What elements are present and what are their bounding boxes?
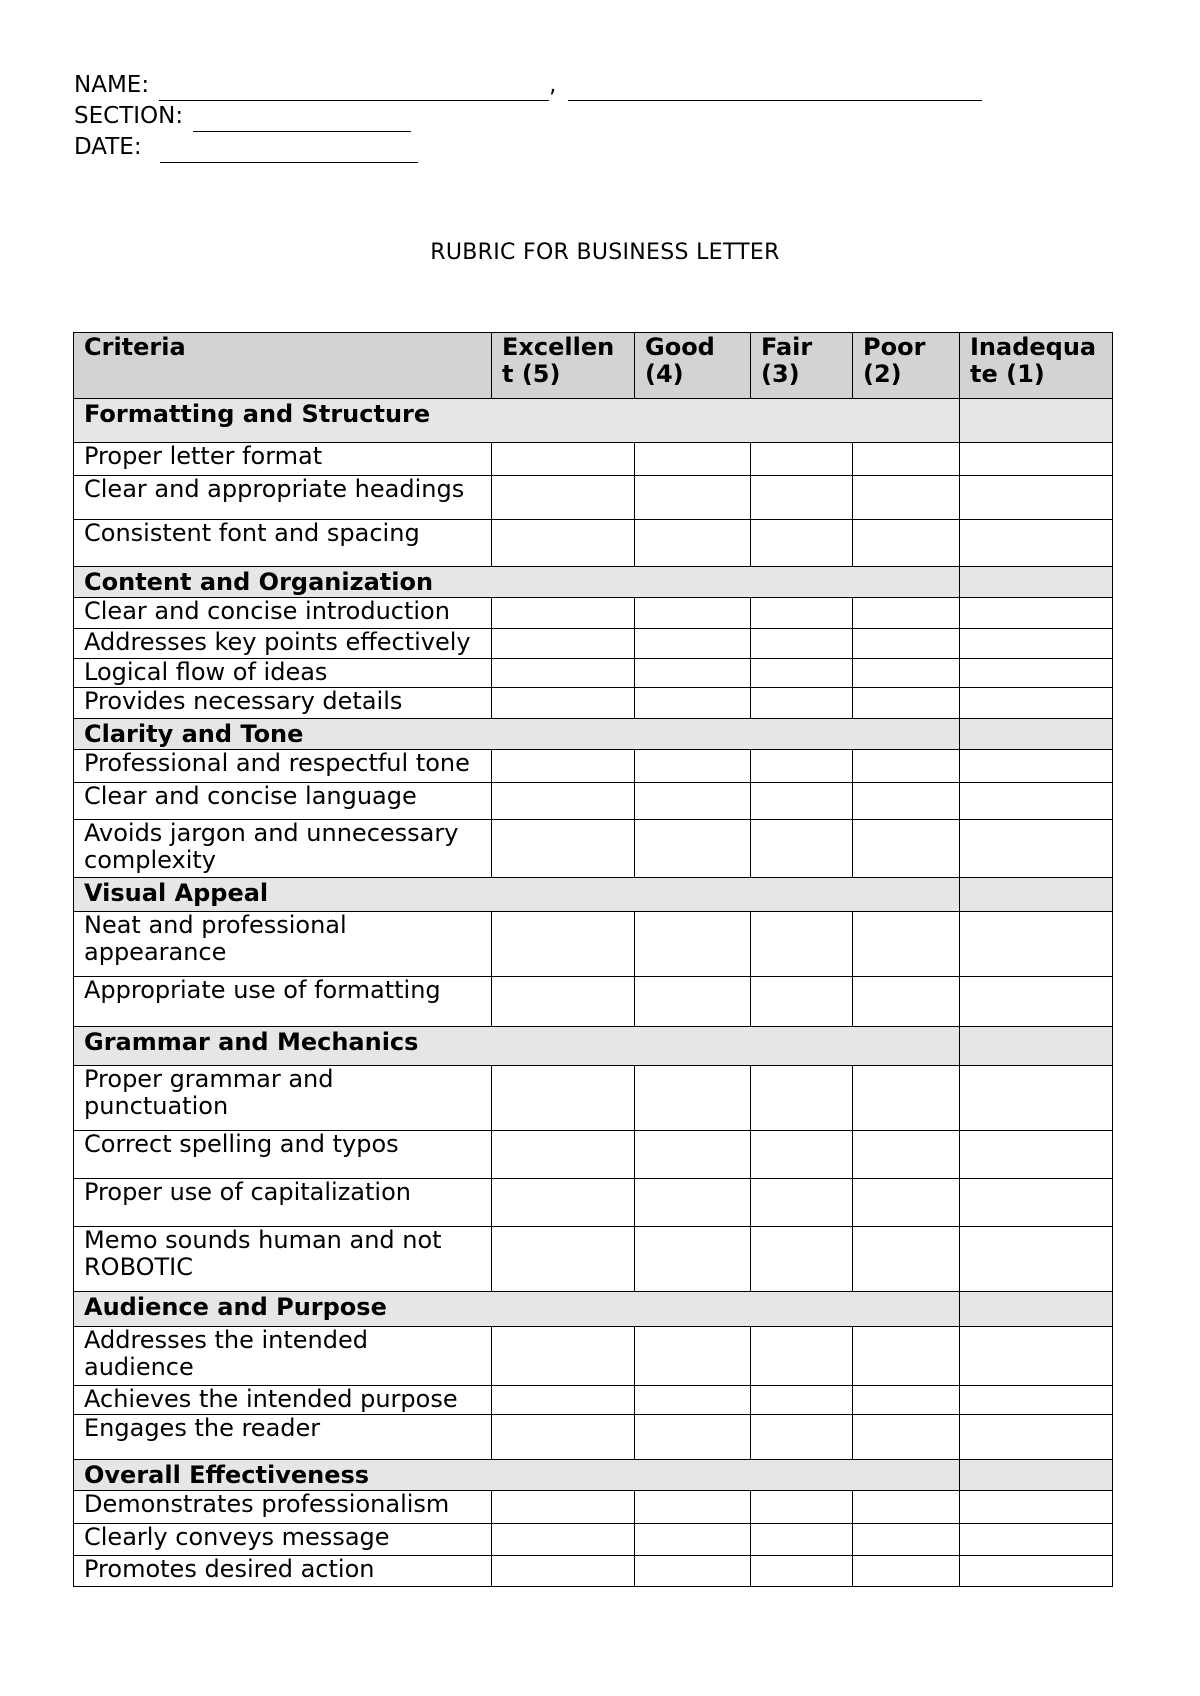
score-cell-inadequate[interactable] (960, 1415, 1113, 1460)
section-blank-cell (960, 567, 1113, 598)
criterion-label: Demonstrates professionalism (74, 1491, 492, 1524)
score-cell-poor[interactable] (853, 659, 960, 688)
criterion-row (74, 598, 1113, 629)
score-cell-good[interactable] (635, 1386, 751, 1415)
score-cell-good[interactable] (635, 629, 751, 659)
score-cell-fair[interactable] (751, 977, 853, 1027)
criterion-row (74, 977, 1113, 1027)
criterion-label: Promotes desired action (74, 1556, 492, 1587)
name-separator: , (549, 72, 557, 98)
section-row (74, 1027, 1113, 1066)
criterion-label: Professional and respectful tone (74, 750, 492, 783)
score-cell-poor[interactable] (853, 629, 960, 659)
score-cell-poor[interactable] (853, 1415, 960, 1460)
score-cell-fair[interactable] (751, 1066, 853, 1131)
column-header-fair: Fair (3) (751, 333, 853, 399)
criterion-row (74, 629, 1113, 659)
column-header-excellent: Excellen t (5) (492, 333, 635, 399)
score-cell-inadequate[interactable] (960, 1524, 1113, 1556)
score-cell-fair[interactable] (751, 750, 853, 783)
name-blank-field[interactable] (159, 76, 549, 101)
section-row (74, 878, 1113, 912)
criterion-row (74, 1556, 1113, 1587)
criterion-label: Memo sounds human and not ROBOTIC (74, 1227, 492, 1292)
score-cell-inadequate[interactable] (960, 1227, 1113, 1292)
section-blank-cell (960, 399, 1113, 443)
score-cell-poor[interactable] (853, 1556, 960, 1587)
score-cell-fair[interactable] (751, 1491, 853, 1524)
criterion-label: Neat and professional appearance (74, 912, 492, 977)
score-cell-good[interactable] (635, 783, 751, 820)
score-cell-inadequate[interactable] (960, 1386, 1113, 1415)
criterion-label: Clear and concise introduction (74, 598, 492, 629)
score-cell-excellent[interactable] (492, 783, 635, 820)
criterion-label: Consistent font and spacing (74, 520, 492, 567)
score-cell-fair[interactable] (751, 1327, 853, 1386)
score-cell-excellent[interactable] (492, 912, 635, 977)
section-blank-cell (960, 878, 1113, 912)
criterion-row (74, 659, 1113, 688)
criterion-label: Clearly conveys message (74, 1524, 492, 1556)
score-cell-fair[interactable] (751, 659, 853, 688)
score-cell-good[interactable] (635, 1415, 751, 1460)
score-cell-excellent[interactable] (492, 629, 635, 659)
score-cell-fair[interactable] (751, 1386, 853, 1415)
score-cell-good[interactable] (635, 443, 751, 476)
section-title: Grammar and Mechanics (74, 1027, 960, 1066)
score-cell-poor[interactable] (853, 443, 960, 476)
criterion-label: Proper letter format (74, 443, 492, 476)
criterion-row (74, 1386, 1113, 1415)
score-cell-good[interactable] (635, 476, 751, 520)
rubric-body (74, 399, 1113, 1587)
date-blank-field[interactable] (160, 138, 418, 163)
score-cell-good[interactable] (635, 912, 751, 977)
score-cell-good[interactable] (635, 1227, 751, 1292)
section-row (74, 399, 1113, 443)
score-cell-inadequate[interactable] (960, 598, 1113, 629)
score-cell-poor[interactable] (853, 1066, 960, 1131)
score-cell-excellent[interactable] (492, 1556, 635, 1587)
score-cell-inadequate[interactable] (960, 912, 1113, 977)
score-cell-poor[interactable] (853, 1131, 960, 1179)
column-header-inadequate: Inadequa te (1) (960, 333, 1113, 399)
document-title: RUBRIC FOR BUSINESS LETTER (430, 240, 780, 265)
section-line (74, 101, 982, 132)
section-title: Content and Organization (74, 567, 960, 598)
name-line (74, 70, 982, 101)
score-cell-excellent[interactable] (492, 443, 635, 476)
criterion-row (74, 750, 1113, 783)
section-row (74, 1460, 1113, 1491)
score-cell-poor[interactable] (853, 750, 960, 783)
score-cell-inadequate[interactable] (960, 443, 1113, 476)
name-second-blank-field[interactable] (568, 76, 982, 101)
criterion-label: Correct spelling and typos (74, 1131, 492, 1179)
section-blank-cell (960, 1292, 1113, 1327)
criterion-row (74, 520, 1113, 567)
score-cell-inadequate[interactable] (960, 1556, 1113, 1587)
criterion-label: Provides necessary details (74, 688, 492, 719)
score-cell-good[interactable] (635, 750, 751, 783)
score-cell-excellent[interactable] (492, 1066, 635, 1131)
score-cell-poor[interactable] (853, 520, 960, 567)
section-blank-cell (960, 1460, 1113, 1491)
score-cell-good[interactable] (635, 598, 751, 629)
score-cell-fair[interactable] (751, 783, 853, 820)
score-cell-fair[interactable] (751, 598, 853, 629)
student-info-header (74, 70, 982, 163)
criterion-row (74, 1131, 1113, 1179)
section-title: Audience and Purpose (74, 1292, 960, 1327)
score-cell-poor[interactable] (853, 1179, 960, 1227)
criterion-label: Avoids jargon and unnecessary complexity (74, 820, 492, 878)
criterion-label: Clear and concise language (74, 783, 492, 820)
score-cell-excellent[interactable] (492, 1524, 635, 1556)
score-cell-excellent[interactable] (492, 688, 635, 719)
score-cell-good[interactable] (635, 1524, 751, 1556)
criterion-row (74, 443, 1113, 476)
score-cell-excellent[interactable] (492, 977, 635, 1027)
score-cell-inadequate[interactable] (960, 1491, 1113, 1524)
criterion-label: Proper grammar and punctuation (74, 1066, 492, 1131)
score-cell-excellent[interactable] (492, 1327, 635, 1386)
score-cell-fair[interactable] (751, 912, 853, 977)
score-cell-fair[interactable] (751, 476, 853, 520)
score-cell-poor[interactable] (853, 1491, 960, 1524)
criterion-row (74, 1179, 1113, 1227)
score-cell-fair[interactable] (751, 1556, 853, 1587)
criterion-row (74, 1415, 1113, 1460)
score-cell-inadequate[interactable] (960, 750, 1113, 783)
column-header-poor: Poor (2) (853, 333, 960, 399)
score-cell-fair[interactable] (751, 1524, 853, 1556)
criterion-label: Logical flow of ideas (74, 659, 492, 688)
section-row (74, 567, 1113, 598)
criterion-label: Proper use of capitalization (74, 1179, 492, 1227)
section-title: Clarity and Tone (74, 719, 960, 750)
score-cell-excellent[interactable] (492, 820, 635, 878)
score-cell-excellent[interactable] (492, 1227, 635, 1292)
score-cell-inadequate[interactable] (960, 1131, 1113, 1179)
criterion-row (74, 820, 1113, 878)
score-cell-excellent[interactable] (492, 659, 635, 688)
score-cell-excellent[interactable] (492, 1131, 635, 1179)
section-blank-cell (960, 719, 1113, 750)
score-cell-excellent[interactable] (492, 520, 635, 567)
score-cell-excellent[interactable] (492, 476, 635, 520)
score-cell-fair[interactable] (751, 1131, 853, 1179)
score-cell-inadequate[interactable] (960, 1179, 1113, 1227)
section-row (74, 719, 1113, 750)
score-cell-good[interactable] (635, 1556, 751, 1587)
criterion-row (74, 1327, 1113, 1386)
score-cell-good[interactable] (635, 1179, 751, 1227)
score-cell-inadequate[interactable] (960, 1327, 1113, 1386)
criterion-label: Engages the reader (74, 1415, 492, 1460)
score-cell-poor[interactable] (853, 1227, 960, 1292)
score-cell-fair[interactable] (751, 1227, 853, 1292)
score-cell-inadequate[interactable] (960, 659, 1113, 688)
score-cell-good[interactable] (635, 977, 751, 1027)
score-cell-inadequate[interactable] (960, 520, 1113, 567)
score-cell-good[interactable] (635, 1066, 751, 1131)
section-label: SECTION: (74, 103, 184, 129)
score-cell-excellent[interactable] (492, 750, 635, 783)
section-blank-cell (960, 1027, 1113, 1066)
score-cell-fair[interactable] (751, 820, 853, 878)
score-cell-good[interactable] (635, 520, 751, 567)
section-title: Visual Appeal (74, 878, 960, 912)
section-row (74, 1292, 1113, 1327)
criterion-row (74, 476, 1113, 520)
score-cell-excellent[interactable] (492, 1179, 635, 1227)
score-cell-inadequate[interactable] (960, 820, 1113, 878)
column-header-criteria: Criteria (74, 333, 492, 399)
score-cell-poor[interactable] (853, 598, 960, 629)
score-cell-inadequate[interactable] (960, 1066, 1113, 1131)
score-cell-poor[interactable] (853, 1386, 960, 1415)
score-cell-fair[interactable] (751, 629, 853, 659)
score-cell-poor[interactable] (853, 977, 960, 1027)
column-header-good: Good (4) (635, 333, 751, 399)
score-cell-good[interactable] (635, 1327, 751, 1386)
score-cell-good[interactable] (635, 659, 751, 688)
score-cell-good[interactable] (635, 1491, 751, 1524)
section-title: Formatting and Structure (74, 399, 960, 443)
score-cell-excellent[interactable] (492, 1491, 635, 1524)
criterion-label: Clear and appropriate headings (74, 476, 492, 520)
score-cell-fair[interactable] (751, 520, 853, 567)
rubric-table (73, 332, 1113, 1587)
score-cell-excellent[interactable] (492, 1386, 635, 1415)
score-cell-inadequate[interactable] (960, 783, 1113, 820)
score-cell-excellent[interactable] (492, 1415, 635, 1460)
criterion-label: Addresses the intended audience (74, 1327, 492, 1386)
score-cell-inadequate[interactable] (960, 977, 1113, 1027)
section-title: Overall Effectiveness (74, 1460, 960, 1491)
criterion-row (74, 1066, 1113, 1131)
score-cell-inadequate[interactable] (960, 476, 1113, 520)
score-cell-good[interactable] (635, 820, 751, 878)
score-cell-poor[interactable] (853, 1327, 960, 1386)
score-cell-poor[interactable] (853, 912, 960, 977)
criterion-row (74, 1227, 1113, 1292)
score-cell-fair[interactable] (751, 443, 853, 476)
criterion-row (74, 688, 1113, 719)
score-cell-poor[interactable] (853, 1524, 960, 1556)
rubric-header-row (74, 333, 1113, 399)
criterion-row (74, 1491, 1113, 1524)
score-cell-inadequate[interactable] (960, 629, 1113, 659)
score-cell-poor[interactable] (853, 783, 960, 820)
criterion-label: Appropriate use of formatting (74, 977, 492, 1027)
date-line (74, 132, 982, 163)
criterion-label: Addresses key points effectively (74, 629, 492, 659)
score-cell-poor[interactable] (853, 476, 960, 520)
score-cell-poor[interactable] (853, 820, 960, 878)
section-blank-field[interactable] (193, 107, 411, 132)
name-label: NAME: (74, 72, 150, 98)
score-cell-fair[interactable] (751, 688, 853, 719)
score-cell-inadequate[interactable] (960, 688, 1113, 719)
criterion-label: Achieves the intended purpose (74, 1386, 492, 1415)
score-cell-excellent[interactable] (492, 598, 635, 629)
score-cell-poor[interactable] (853, 688, 960, 719)
criterion-row (74, 783, 1113, 820)
criterion-row (74, 912, 1113, 977)
date-label: DATE: (74, 134, 142, 160)
score-cell-fair[interactable] (751, 1415, 853, 1460)
score-cell-fair[interactable] (751, 1179, 853, 1227)
score-cell-good[interactable] (635, 1131, 751, 1179)
score-cell-good[interactable] (635, 688, 751, 719)
criterion-row (74, 1524, 1113, 1556)
